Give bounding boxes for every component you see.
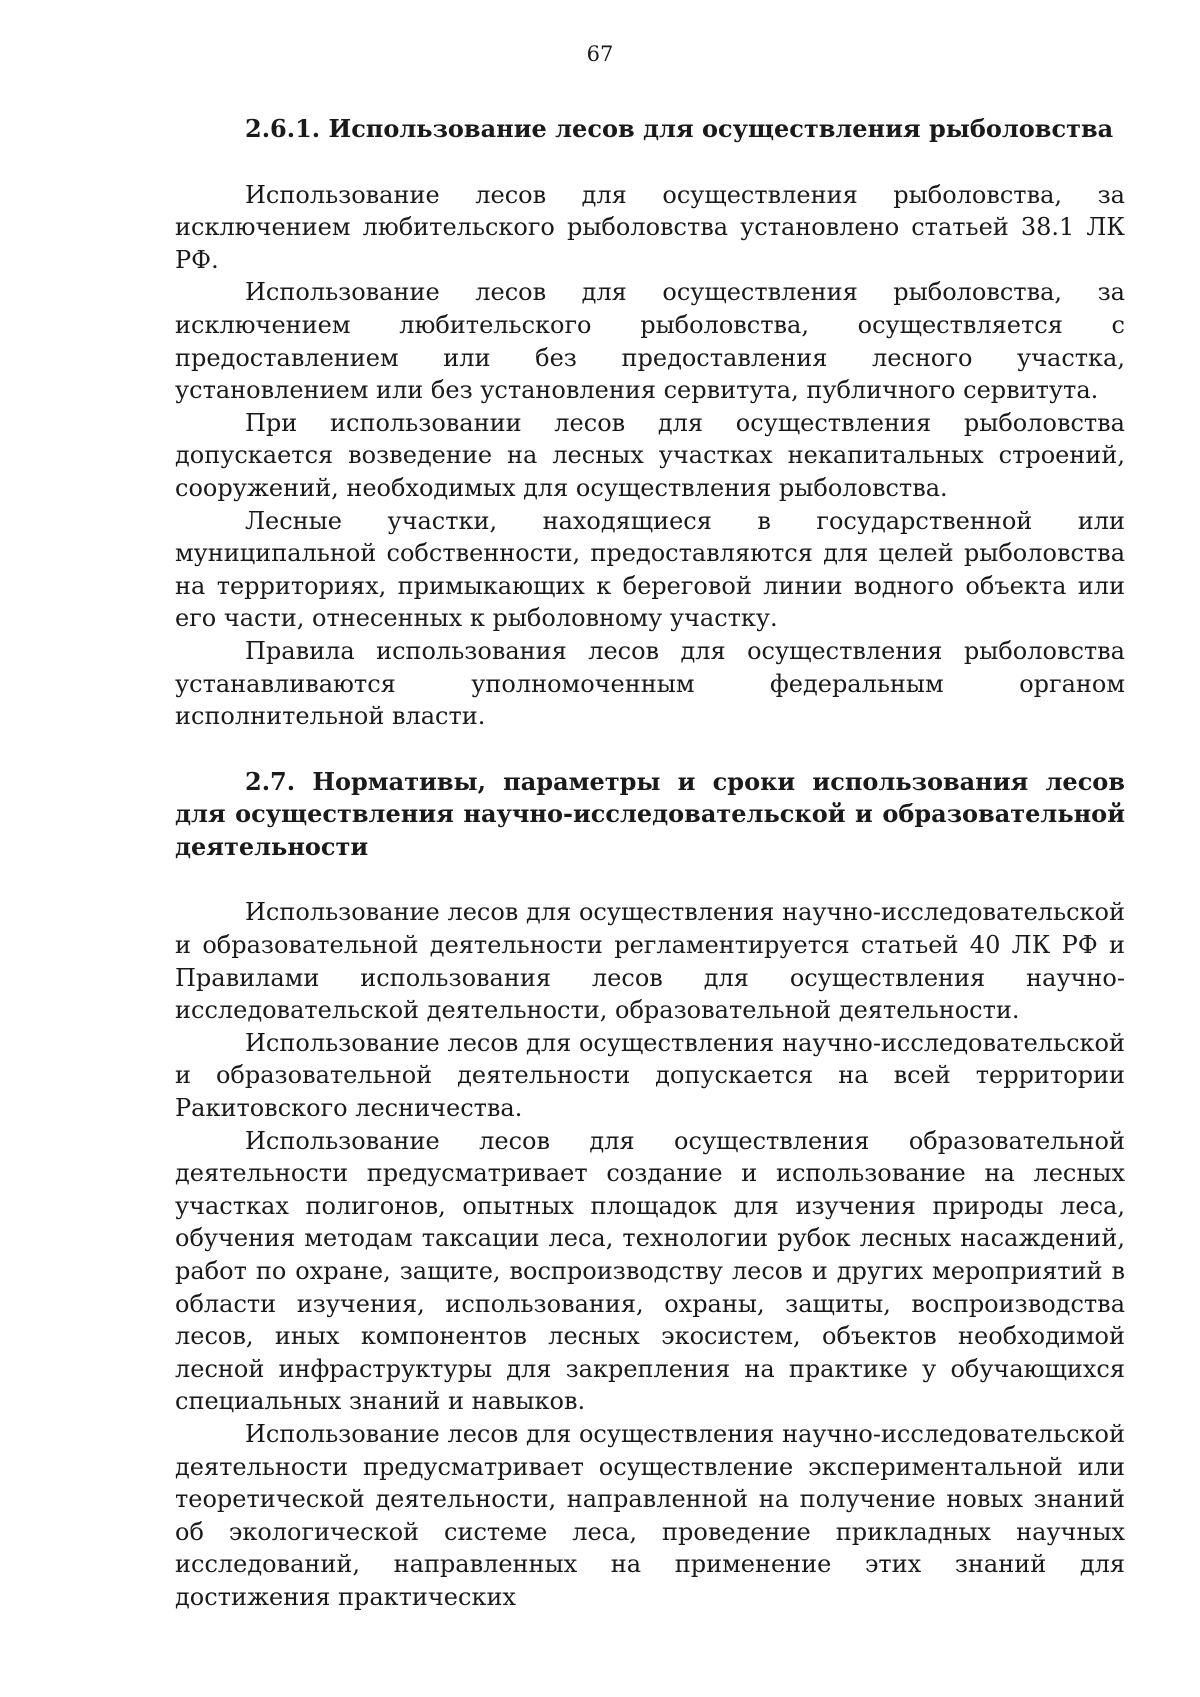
spacer xyxy=(175,863,1125,896)
paragraph: Использование лесов для осуществления образовательной деятельности предусматривает создание и использование на лесных участках полигонов, опытных площадок для изучения природы леса, обучения методам таксации леса, технологии рубок лесных насаждений, работ по охране, защите, воспроизводству лесов и других мероприятий в области изучения, использования, охраны, защиты, воспроизводства лесов, иных компонентов лесных экосистем, объектов необходимой лесной инфраструктуры для закрепления на практике у обучающихся специальных знаний и навыков. xyxy=(175,1126,1125,1416)
paragraph: Использование лесов для осуществления научно-исследовательской и образовательной деятельности допускается на всей территории Ракитовского лесничества. xyxy=(175,1028,1125,1123)
section-heading-2-6-1: 2.6.1. Использование лесов для осуществления рыболовства xyxy=(245,114,1114,143)
paragraph: Использование лесов для осуществления рыболовства, за исключением любительского рыболовства, осуществляется с предоставлением или без предоставления лесного участка, установлением или без установления сервитута, публичного сервитута. xyxy=(175,278,1125,405)
document-body xyxy=(175,113,1125,1614)
spacer xyxy=(175,146,1125,179)
paragraph: Использование лесов для осуществления рыболовства, за исключением любительского рыболовства установлено статьей 38.1 ЛК РФ. xyxy=(175,180,1125,274)
spacer xyxy=(175,733,1125,766)
page-number: 67 xyxy=(586,42,614,66)
paragraph: Лесные участки, находящиеся в государственной или муниципальной собственности, предоставляются для целей рыболовства на территориях, примыкающих к береговой линии водного объекта или его части, отнесенных к рыболовному участку. xyxy=(175,506,1125,633)
paragraph: Правила использования лесов для осуществления рыболовства устанавливаются уполномоченным федеральным органом исполнительной власти. xyxy=(175,636,1125,731)
paragraph: Использование лесов для осуществления научно-исследовательской и образовательной деятельности регламентируется статьей 40 ЛК РФ и Правилами использования лесов для осуществления научно-исследовательской деятельности, образовательной деятельности. xyxy=(175,898,1125,1025)
section-heading-2-7: 2.7. Нормативы, параметры и сроки использования лесов для осуществления научно-исследовательской и образовательной деятельности xyxy=(175,766,1125,861)
paragraph: При использовании лесов для осуществления рыболовства допускается возведение на лесных участках некапитальных строений, сооружений, необходимых для осуществления рыболовства. xyxy=(175,408,1125,502)
paragraph: Использование лесов для осуществления научно-исследовательской деятельности предусматривает осуществление экспериментальной или теоретической деятельности, направленной на получение новых знаний об экологической системе леса, проведение прикладных научных исследований, направленных на применение этих знаний для достижения практических xyxy=(175,1419,1125,1611)
